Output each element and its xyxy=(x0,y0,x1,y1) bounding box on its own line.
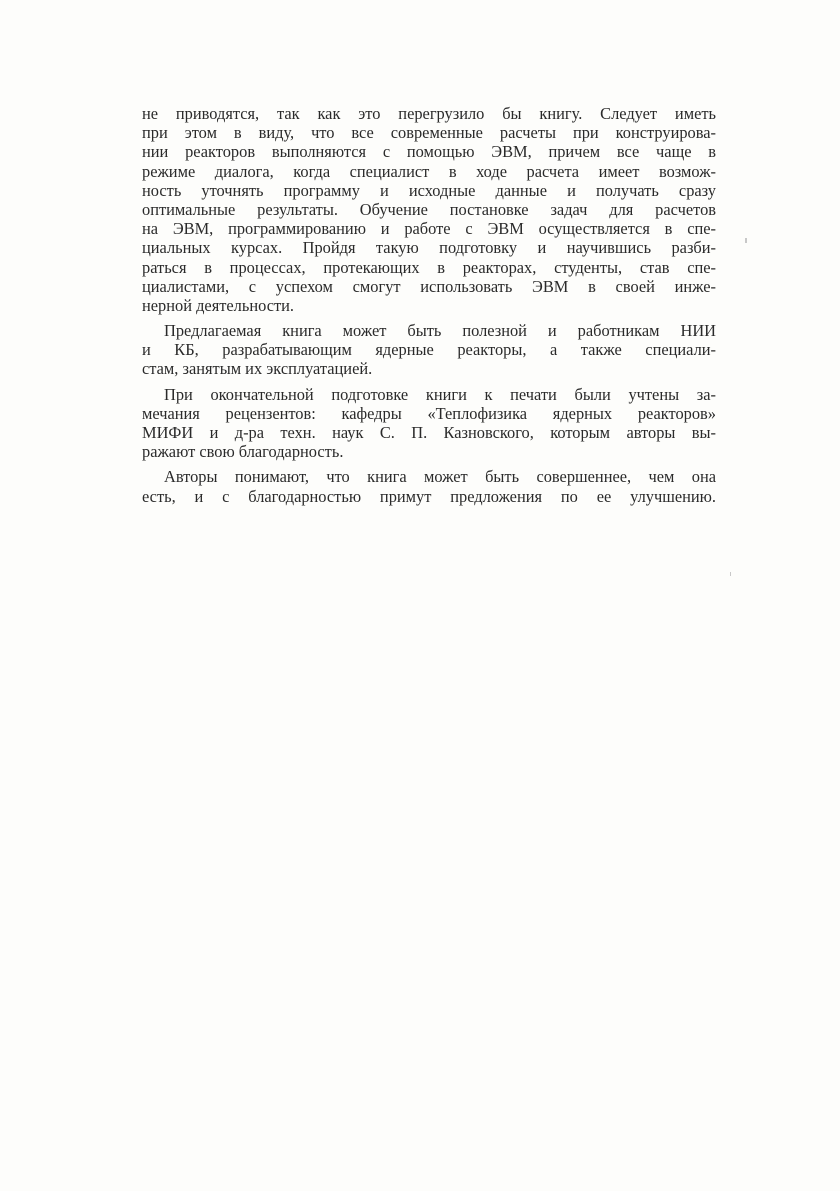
text-line: циальных курсах. Пройдя такую подготовку и научившись разби- xyxy=(142,238,716,258)
text-line: При окончательной подготовке книги к печати были учтены за- xyxy=(164,384,716,404)
paragraph-1 xyxy=(142,104,716,315)
text-line: ность уточнять программу и исходные данные и получать сразу xyxy=(142,180,716,200)
text-line: Предлагаемая книга может быть полезной и работникам НИИ xyxy=(164,321,716,341)
paragraph-3 xyxy=(142,385,716,462)
text-line: нерной деятельности. xyxy=(142,295,295,315)
text-line: и КБ, разрабатывающим ядерные реакторы, а также специали- xyxy=(142,340,716,360)
scan-speck xyxy=(730,572,731,576)
text-line: нии реакторов выполняются с помощью ЭВМ, причем все чаще в xyxy=(142,142,716,162)
text-line: ражают свою благодарность. xyxy=(142,442,344,462)
text-line: оптимальные результаты. Обучение постановке задач для расчетов xyxy=(142,199,716,219)
text-line: режиме диалога, когда специалист в ходе расчета имеет возмож- xyxy=(142,161,716,181)
text-line: Авторы понимают, что книга может быть совершеннее, чем она xyxy=(164,467,716,487)
text-line: есть, и с благодарностью примут предложения по ее улучшению. xyxy=(142,486,716,506)
text-line: при этом в виду, что все современные расчеты при конструирова- xyxy=(142,123,716,143)
text-line: на ЭВМ, программированию и работе с ЭВМ осуществляется в спе- xyxy=(142,219,716,239)
paragraph-2 xyxy=(142,321,716,379)
text-line: мечания рецензентов: кафедры «Теплофизика ядерных реакторов» xyxy=(142,403,716,423)
paragraph-4 xyxy=(142,467,716,505)
text-line: раться в процессах, протекающих в реакторах, студенты, став спе- xyxy=(142,257,716,277)
body-text xyxy=(142,104,716,512)
text-line: стам, занятым их эксплуатацией. xyxy=(142,359,373,379)
scan-speck xyxy=(745,238,747,243)
text-line: циалистами, с успехом смогут использовать ЭВМ в своей инже- xyxy=(142,276,716,296)
text-line: МИФИ и д-ра техн. наук С. П. Казновского, которым авторы вы- xyxy=(142,423,716,442)
text-line: не приводятся, так как это перегрузило бы книгу. Следует иметь xyxy=(142,104,716,123)
